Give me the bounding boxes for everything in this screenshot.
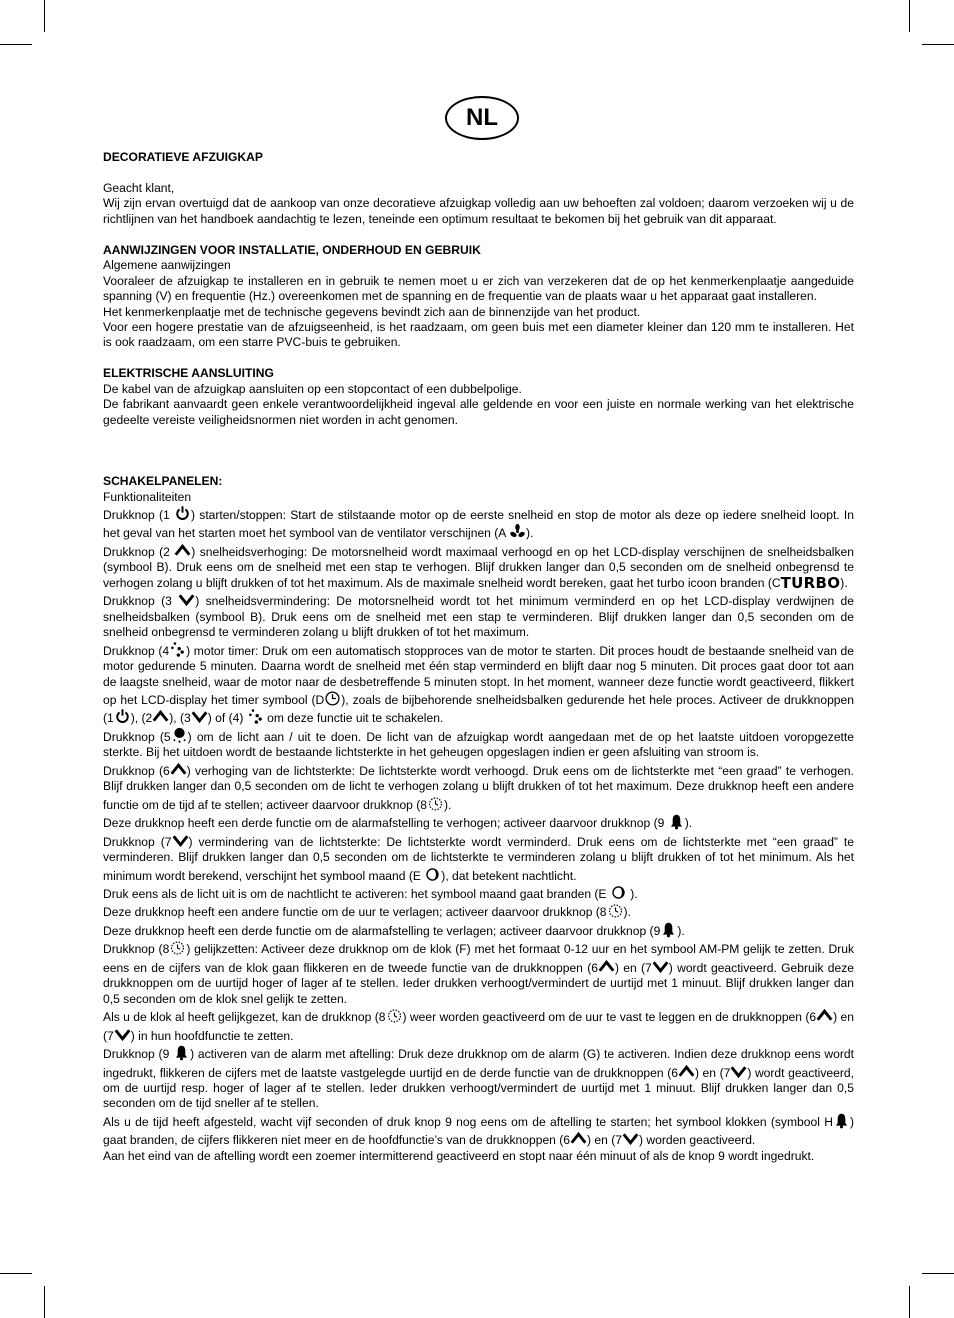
chevron-up-icon bbox=[570, 1130, 587, 1147]
power-icon bbox=[114, 708, 131, 725]
button-8-extra: Als u de klok al heeft gelijkgezet, kan de drukknop (8 ) weer worden geactiveerd om de uur te vast te leggen en de drukknoppen (6 ) en (7 ) in hun hoofdfunctie te zetten. bbox=[103, 1007, 854, 1044]
clock-dotted-icon bbox=[427, 795, 444, 812]
clock-icon bbox=[324, 690, 341, 707]
greeting: Geacht klant, bbox=[103, 180, 175, 195]
button-5-description: Drukknop (5 ) om de licht aan / uit te doen. De licht van de afzuigkap wordt aangedaan met de op het laatste uitdoen voropgezette sterkte. Bij het uitdoen wordt de bestaande lichtsterkte in het geheugen opgeslagen indien er geen afsluiting van stroom is. bbox=[103, 727, 854, 761]
fan-icon bbox=[509, 523, 526, 540]
chevron-down-icon bbox=[622, 1130, 639, 1147]
moon-icon bbox=[610, 884, 627, 901]
install-paragraph-3: Voor een hogere prestatie van de afzuigseenheid, is het raadzaam, om geen buis met een diameter kleiner dan 120 mm te installeren. Het is ook raadzaam, om een starre PVC-buis te gebruiken. bbox=[103, 319, 854, 350]
chevron-down-icon bbox=[652, 958, 669, 975]
timer-dots-icon bbox=[169, 641, 186, 658]
bell-icon bbox=[660, 921, 677, 938]
clock-dotted-icon bbox=[169, 939, 186, 956]
button-9-description: Drukknop (9 ) activeren van de alarm met aftelling: Druk deze drukknop om de alarm (G) te activeren. Indien deze drukknop eens wordt ingedrukt, flikkeren de cijfers met de laatste vastgelegde uurtijd en de derde functie van de drukknoppen (6 ) en (7 ) wordt geactiveerd, om de uurtijd resp. hoger of lager af te stellen. Ieder drukken verhoogt/vermindert de uurtijd met 1 minuut. Blijf drukken langer dan 0,5 seconden om de tijd sneller af te stellen. bbox=[103, 1044, 854, 1112]
button-4-description: Drukknop (4 ) motor timer: Druk om een automatisch stopproces van de motor te starten. Dit proces houdt de bestaande snelheid van de motor gedurende 5 minuten. Daarna wordt de snelheid met één stap verminderd en blijft daar nog 5 minuten. Dit proces gaat door tot aan de laagste snelheid, waar de motor naar de desbetreffende 5 minuten stopt. In het moment, wanneer deze functie wordt geactiveerd, flikkert op het LCD-display het timer symbool (D ), zoals de bijbehorende snelheidsbalken gedurende het hele proces. Activeer de drukknoppen (1 ), (2 ), (3 ) of (4) om deze functie uit te schakelen. bbox=[103, 641, 854, 727]
intro-paragraph: Wij zijn ervan overtuigd dat de aankoop van onze decoratieve afzuigkap volledig aan uw behoeften zal voldoen; daarom verzoeken wij u de richtlijnen van het handboek aandachtig te lezen, teneinde een optimum resultaat te bekomen bij het gebruik van dit apparaat. bbox=[103, 196, 854, 226]
button-9-countdown: Als u de tijd heeft afgesteld, wacht vijf seconden of druk knop 9 nog eens om de aftelling te starten; het symbool klokken (symbool H ) gaat branden, de cijfers flikkeren niet meer en de hoofdfunctie’s van de drukknoppen (6 ) en (7 ) worden geactiveerd. bbox=[103, 1112, 854, 1149]
crop-mark bbox=[44, 1286, 45, 1318]
clock-dotted-icon bbox=[386, 1007, 403, 1024]
bell-icon bbox=[668, 813, 685, 830]
crop-mark bbox=[44, 0, 45, 32]
chevron-up-icon bbox=[170, 761, 187, 778]
language-badge: NL bbox=[445, 96, 519, 140]
document-title: DECORATIEVE AFZUIGKAP bbox=[103, 150, 263, 164]
clock-dotted-icon bbox=[607, 902, 624, 919]
chevron-down-icon bbox=[114, 1026, 131, 1043]
button-3-description: Drukknop (3 ) snelheidsvermindering: De motorsnelheid wordt tot het minimum verminderd en op het LCD-display verdwijnen de snelheidsbalken (symbool B). Druk eens om de snelheid met een stap te verminderen. Blijf drukken langer dan 0,5 seconden om de snelheid onbegrensd te verminderen zolang u blijft drukken of tot het maximum. bbox=[103, 591, 854, 640]
crop-mark bbox=[922, 44, 954, 45]
button-8-description: Drukknop (8 ) gelijkzetten: Activeer deze drukknop om de klok (F) met het formaat 0-12 uur en het symbool AM-PM gelijk te zetten. Druk eens en de cijfers van de klok gaan flikkeren en de tweede functie van de drukknoppen (6 ) en (7 ) wordt geactiveerd. Gebruik deze drukknoppen om de uurtijd hoger of lager af te stellen. Ieder drukken verhoogt/vermindert de uurtijd met 1 minuut. Blijf drukken langer dan 0,5 seconden om de klok snel gelijk te zetten. bbox=[103, 939, 854, 1007]
crop-mark bbox=[0, 44, 32, 45]
crop-mark bbox=[909, 1286, 910, 1318]
panels-subheading: Funktionaliteiten bbox=[103, 489, 192, 504]
button-9-buzzer: Aan het eind van de aftelling wordt een zoemer intermitterend geactiveerd en stopt naar één minuut of als de knop 9 wordt ingedrukt. bbox=[103, 1148, 815, 1163]
electric-heading: ELEKTRISCHE AANSLUITING bbox=[103, 366, 274, 381]
install-paragraph-2: Het kenmerkenplaatje met de technische gegevens bevindt zich aan de binnenzijde van het product. bbox=[103, 304, 641, 319]
install-paragraph-1: Vooraleer de afzuigkap te installeren en in gebruik te nemen moet u er zich van verzekeren dat de op het kenmerkenplaatje aangeduide spanning (V) en frequentie (Hz.) overeenkomen met de spanning en de frequentie van de plaats waar u het apparaat gaat installeren. bbox=[103, 273, 854, 304]
button-7-hour: Deze drukknop heeft een andere functie om de uur te verlagen; activeer daarvoor drukknop (8 ). bbox=[103, 902, 854, 920]
chevron-up-icon bbox=[678, 1063, 695, 1080]
power-icon bbox=[174, 505, 191, 522]
chevron-down-icon bbox=[191, 708, 208, 725]
electric-paragraph-2: De fabrikant aanvaardt geen enkele verantwoordelijkheid ingeval alle geldende en voor een juiste en normale werking van het elektrische gedeelte vereiste veiligheidsnormen niet worden in acht genomen. bbox=[103, 397, 854, 427]
electric-paragraph-1: De kabel van de afzuigkap aansluiten op een stopcontact of een dubbelpolige. bbox=[103, 381, 522, 396]
button-7-nightlight: Druk eens als de licht uit is om de nachtlicht te activeren: het symbool maand gaat branden (E ). bbox=[103, 884, 854, 902]
chevron-down-icon bbox=[178, 591, 195, 608]
moon-icon bbox=[424, 866, 441, 883]
crop-mark bbox=[0, 1273, 32, 1274]
chevron-up-icon bbox=[816, 1007, 833, 1024]
timer-dots-icon bbox=[247, 708, 264, 725]
bell-icon bbox=[173, 1044, 190, 1061]
panels-heading: SCHAKELPANELEN: bbox=[103, 474, 223, 489]
button-7-alarm: Deze drukknop heeft een derde functie om de alarmafstelling te verlagen; activeer daarvoor drukknop (9 ). bbox=[103, 921, 854, 939]
turbo-icon: TURBO bbox=[780, 573, 841, 592]
light-bulb-icon bbox=[171, 727, 188, 744]
button-6-extra: Deze drukknop heeft een derde functie om de alarmafstelling te verhogen; activeer daarvoor drukknop (9 ). bbox=[103, 813, 854, 831]
button-1-description: Drukknop (1 ) starten/stoppen: Start de stilstaande motor op de eerste snelheid en stop de motor als deze op iedere snelheid loopt. In het geval van het starten moet het symbool van de ventilator verschijnen (A ). bbox=[103, 505, 854, 542]
crop-mark bbox=[922, 1273, 954, 1274]
chevron-up-icon bbox=[152, 708, 169, 725]
install-heading: AANWIJZINGEN VOOR INSTALLATIE, ONDERHOUD EN GEBRUIK bbox=[103, 242, 481, 257]
button-2-description: Drukknop (2 ) snelheidsverhoging: De motorsnelheid wordt maximaal verhoogd en op het LCD-display verschijnen de snelheidsbalken (symbool B). Druk eens om de snelheid met een stap te verhogen. Blijf drukken langer dan 0,5 seconden om de snelheid onbegrensd te verhogen zolang u blijft drukken of tot het maximum. Als de maximale snelheid wordt bereken, gaat het turbo icoon branden (CTURBO). bbox=[103, 542, 854, 591]
button-6-description: Drukknop (6 ) verhoging van de lichtsterkte: De lichtsterkte wordt verhoogd. Druk eens om de lichtsterkte met “een graad” te verhogen. Blijf drukken langer dan 0,5 seconden om de licht te verhogen zolang u blijft drukken of tot het maximum. Deze drukknop heeft een andere functie om de tijd af te stellen; activeer daarvoor drukknop (8 ). bbox=[103, 761, 854, 813]
chevron-up-icon bbox=[598, 958, 615, 975]
document-body bbox=[103, 150, 854, 1164]
chevron-up-icon bbox=[174, 542, 191, 559]
bell-icon bbox=[833, 1112, 850, 1129]
install-subheading: Algemene aanwijzingen bbox=[103, 258, 231, 273]
button-7-description: Drukknop (7 ) vermindering van de lichtsterkte: De lichtsterkte wordt verminderd. Druk eens om de lichtsterkte met “een graad” te verminderen. Blijf drukken langer dan 0,5 seconden om de lichtsterkte te verminderen zolang u blijft drukken of tot het minimum. Als het minimum wordt berekend, verschijnt het symbool maand (E ), dat betekent nachtlicht. bbox=[103, 832, 854, 884]
chevron-down-icon bbox=[172, 832, 189, 849]
chevron-down-icon bbox=[730, 1063, 747, 1080]
crop-mark bbox=[909, 0, 910, 32]
